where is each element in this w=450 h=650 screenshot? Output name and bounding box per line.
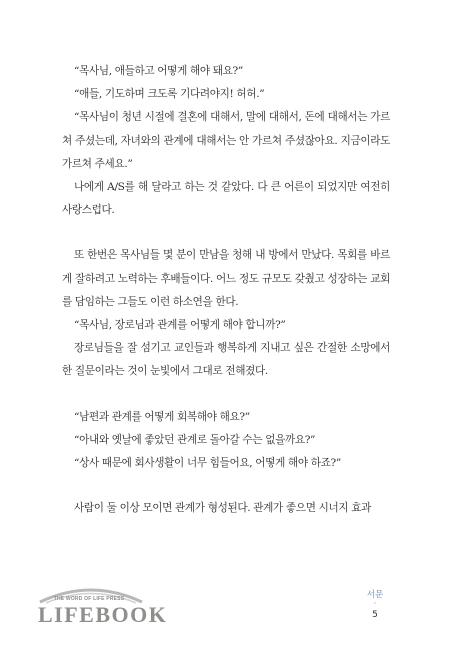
paragraph: 나에게 A/S를 해 달라고 하는 것 같았다. 다 큰 어른이 되었지만 여전히 사랑스럽다. — [62, 181, 390, 217]
paragraph: “목사님이 청년 시절에 결혼에 대해서, 말에 대해서, 돈에 대해서는 가르쳐 주셨는데, 자녀와의 관계에 대해서는 안 가르쳐 주셨잖아요. 지금이라도 가르쳐 주세요.” — [62, 111, 390, 170]
section-label: 서문 — [366, 590, 384, 600]
paragraph-gap — [62, 475, 390, 497]
paragraph: “상사 때문에 회사생활이 너무 힘들어요, 어떻게 해야 하죠?” — [74, 457, 341, 470]
paragraph: “아내와 옛날에 좋았던 관계로 돌아갈 수는 없을까요?” — [74, 433, 316, 446]
paragraph-gap — [62, 222, 390, 244]
page-number: 5 — [372, 610, 378, 620]
paragraph: “애들, 기도하며 크도록 기다려야지! 허허.” — [74, 88, 265, 101]
paragraph: 사람이 둘 이상 모이면 관계가 형성된다. 관계가 좋으면 시너지 효과 — [74, 502, 372, 515]
paragraph: “목사님, 장로님과 관계를 어떻게 해야 합니까?” — [74, 319, 286, 332]
paragraph: 또 한번은 목사님들 몇 분이 만남을 청해 내 방에서 만났다. 목회를 바르게 잘하려고 노력하는 후배들이다. 어느 정도 규모도 갖췄고 성장하는 교회를 담임하는 그들도 이런 하소연을 한다. — [62, 249, 390, 308]
paragraph: “남편과 관계를 어떻게 회복해야 해요?” — [74, 410, 250, 423]
logo-tagline: THE WORD OF LIFE PRESS — [53, 596, 125, 602]
folio-separator: · — [373, 599, 377, 608]
body-text — [62, 60, 390, 520]
logo-wordmark: LIFEBOOK — [38, 602, 168, 627]
paragraph: 장로님들을 잘 섬기고 교인들과 행복하게 지내고 싶은 간절한 소망에서 한 질문이라는 것이 눈빛에서 그대로 전해졌다. — [62, 342, 390, 378]
paragraph: “목사님, 애들하고 어떻게 해야 돼요?” — [74, 65, 243, 77]
page-folio — [360, 588, 390, 620]
paragraph-gap — [62, 384, 390, 406]
publisher-logo — [36, 582, 168, 632]
